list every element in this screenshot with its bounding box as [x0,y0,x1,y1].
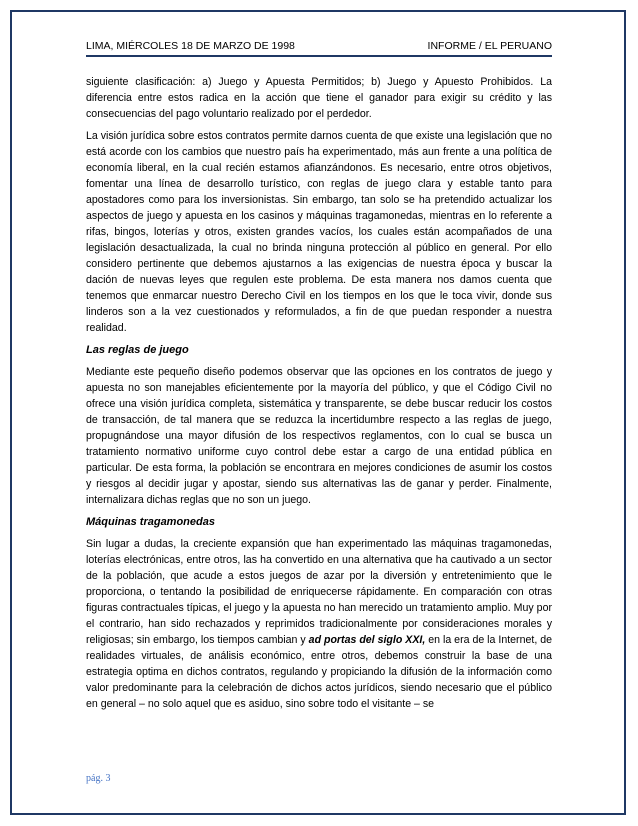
paragraph-4 [86,536,552,712]
header-date: LIMA, MIÉRCOLES 18 DE MARZO DE 1998 [86,40,295,52]
paragraph-4-part-a: Sin lugar a dudas, la creciente expansión que han experimentado las máquinas tragamonedas, loterías electrónicas, entre otros, las ha convertido en una alternativa que ha cautivado a un sector de la población, que acude a estos juegos de azar por la diversión y entretenimiento que le proporciona, o tentando la posibilidad de enriquecerse rápidamente. En comparación con otras figuras contractuales típicas, el juego y la apuesta no han merecido un tratamiento amplio. Muy por el contrario, han sido rechazados y reprimidos tradicionalmente por consideraciones morales y religiosas; sin embargo, los tiempos cambian y [86,538,552,646]
paragraph-1: siguiente clasificación: a) Juego y Apuesta Permitidos; b) Juego y Apuesto Prohibidos. La diferencia entre estos radica en la acción que tiene el ganador para exigir su crédito y las consecuencias del pago voluntario realizado por el perdedor. [86,76,552,120]
page-number: pág. 3 [86,773,111,784]
document-body [86,74,552,718]
section-heading-maquinas: Máquinas tragamonedas [86,516,215,528]
paragraph-2: La visión jurídica sobre estos contratos permite darnos cuenta de que existe una legislación que no está acorde con los cambios que nuestro país ha experimentado, más aun frente a una política de economía liberal, en la cual recién estamos afianzándonos. Es necesario, entre otros objetivos, fomentar una línea de desarrollo turístico, con reglas de juego clara y estable tanto para apostadores como para los inversionistas. Sin embargo, tan solo se ha pretendido actualizar los aspectos de juego y apuesta en los casinos y máquinas tragamonedas, mientras en lo referente a rifas, bingos, loterías y otros, existen grandes vacíos, los cuales están acompañados de una legislación desactualizada, la cual no brinda ninguna protección al público en general. Por ello considero pertinente que debemos ajustarnos a las exigencias de nuestra época y buscar la dación de nuevas leyes que regulen este problema. De esta manera nos damos cuenta que tenemos que enmarcar nuestro Derecho Civil en los tiempos en los que le toca vivir, donde sus linderos son a la vez cuestionados y reformulados, a fin de que puedan responder a nuestra realidad. [86,130,552,334]
header-rule [86,55,552,57]
paragraph-4-italic: ad portas del siglo XXI, [308,634,426,646]
header-publication: INFORME / EL PERUANO [427,40,552,52]
page-header [86,36,552,54]
paragraph-3: Mediante este pequeño diseño podemos observar que las opciones en los contratos de juego y apuesta no son manejables eficientemente por la mayoría del público, y que el Código Civil no ofrece una visión jurídica completa, sistemática y transparente, se debe buscar reducir los costos de transacción, de tal manera que se reduzca la incertidumbre respecto a las reglas de juego, propugnándose una mayor difusión de los respectivos reglamentos, con lo cual se busca un tratamiento normativo uniforme cuyo control debe estar a cargo de una entidad pública en particular. De esta forma, la población se encontrara en mejores condiciones de asumir los costos y riesgos al decidir jugar y apostar, siendo sus alternativas las de ganar y perder. Finalmente, internalizara dichas reglas que no son un juego. [86,366,552,506]
paragraph-4-part-b: en la era de la Internet, de realidades virtuales, de análisis económico, entre otros, debemos construir la base de una estrategia optima en dichos contratos, regulando y propiciando la difusión de la información como valor predominante para la celebración de dichos actos jurídicos, siendo necesario que el público en general – no solo aquel que es asiduo, sino sobre todo el visitante – se [86,634,552,710]
section-heading-reglas: Las reglas de juego [86,344,189,356]
